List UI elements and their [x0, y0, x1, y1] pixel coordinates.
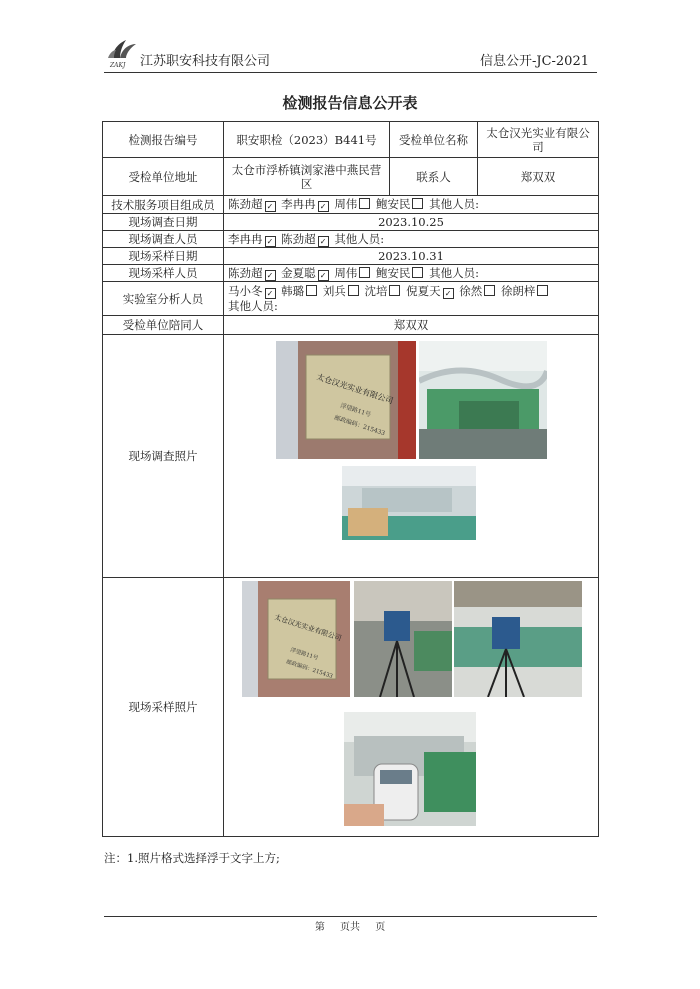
table-row [103, 214, 599, 231]
checked-box-icon: ✓ [265, 236, 276, 247]
table-row [103, 282, 599, 316]
company-logo-icon [104, 36, 144, 70]
other-staff-label: 其他人员: [429, 197, 479, 211]
tech-members-list [224, 196, 599, 214]
inspected-unit-name: 太仓汉光实业有限公司 [478, 122, 599, 158]
plaque-company-text: 太仓汉光实业有限公司 [273, 613, 343, 643]
sample-staff-list [224, 265, 599, 282]
member-name: 李冉冉 [281, 197, 316, 211]
checked-box-icon: ✓ [318, 270, 329, 281]
company-name: 江苏职安科技有限公司 [140, 54, 271, 69]
plaque-postcode-text: 邮政编码：215433 [285, 659, 334, 680]
table-row [103, 158, 599, 196]
member-name: 刘兵 [322, 284, 346, 298]
empty-box-icon [412, 198, 423, 209]
report-number: 职安职检（2023）B441号 [224, 122, 390, 158]
table-row [103, 231, 599, 248]
member-name: 徐然 [459, 284, 483, 298]
field-label: 检测报告编号 [103, 122, 224, 158]
checked-box-icon: ✓ [265, 270, 276, 281]
plaque-address-text: 浮望路11号 [289, 647, 319, 662]
report-info-table [102, 121, 599, 837]
empty-box-icon [359, 267, 370, 278]
field-label: 联系人 [390, 158, 478, 196]
checked-box-icon: ✓ [265, 288, 276, 299]
member-name: 陈劲超 [228, 265, 263, 280]
field-label: 技术服务项目组成员 [103, 196, 224, 214]
table-row [103, 122, 599, 158]
lab-staff-list [224, 282, 599, 316]
checked-box-icon: ✓ [318, 201, 329, 212]
survey-photos-cell [224, 335, 599, 578]
member-name: 周伟 [334, 265, 358, 280]
footnote: 注：1.照片格式选择浮于文字上方; [104, 851, 280, 865]
survey-photo-storage [342, 466, 476, 540]
empty-box-icon [537, 285, 548, 296]
sample-photo-meter [344, 712, 476, 826]
member-name: 徐朗梓 [500, 284, 536, 298]
member-name: 鲍安民 [375, 265, 411, 280]
document-code: 信息公开-JC-2021 [479, 54, 589, 69]
empty-box-icon [412, 267, 423, 278]
survey-photo-plaque [276, 341, 416, 459]
checked-box-icon: ✓ [443, 288, 454, 299]
member-name: 金夏聪 [281, 265, 316, 280]
checked-box-icon: ✓ [265, 201, 276, 212]
contact-person: 郑双双 [478, 158, 599, 196]
field-label: 受检单位陪同人 [103, 316, 224, 335]
footer-total-label: 页共 [340, 922, 360, 933]
page-header [104, 36, 597, 73]
survey-staff-list [224, 231, 599, 248]
sample-photo-sampler-2 [454, 581, 582, 697]
field-label: 现场采样照片 [103, 578, 224, 837]
table-row [103, 248, 599, 265]
sample-date: 2023.10.31 [224, 248, 599, 265]
member-name: 韩璐 [281, 284, 305, 298]
member-name: 鲍安民 [375, 197, 411, 211]
plaque-address-text: 浮望路11号 [339, 402, 372, 419]
table-row [103, 316, 599, 335]
table-row [103, 335, 599, 578]
page-title: 检测报告信息公开表 [282, 94, 418, 112]
checked-box-icon: ✓ [318, 236, 329, 247]
member-name: 周伟 [334, 197, 358, 211]
empty-box-icon [348, 285, 359, 296]
field-label: 受检单位地址 [103, 158, 224, 196]
table-row [103, 196, 599, 214]
member-name: 陈劲超 [228, 197, 263, 211]
field-label: 现场调查人员 [103, 231, 224, 248]
member-name: 沈培 [364, 284, 388, 298]
other-staff-label: 其他人员: [228, 299, 278, 313]
footer-page-label: 第 [314, 922, 325, 933]
escort-person: 郑双双 [224, 316, 599, 335]
plaque-postcode-text: 邮政编码：215433 [333, 414, 386, 438]
field-label: 受检单位名称 [390, 122, 478, 158]
sample-photos-cell [224, 578, 599, 837]
footer-divider [104, 916, 597, 917]
other-staff-label: 其他人员: [334, 231, 385, 246]
plaque-company-text: 太仓汉光实业有限公司 [315, 372, 395, 406]
empty-box-icon [359, 198, 370, 209]
member-name: 陈劲超 [281, 231, 316, 246]
page-footer [0, 918, 700, 933]
survey-photo-workshop [419, 341, 547, 459]
field-label: 现场调查日期 [103, 214, 224, 231]
sample-photo-sampler-1 [354, 581, 452, 697]
footer-end-label: 页 [375, 922, 386, 933]
field-label: 现场调查照片 [103, 335, 224, 578]
logo-text: ZAKJ [110, 62, 126, 69]
sample-photo-plaque [242, 581, 350, 697]
table-row [103, 265, 599, 282]
empty-box-icon [306, 285, 317, 296]
field-label: 实验室分析人员 [103, 282, 224, 316]
table-row [103, 578, 599, 837]
survey-date: 2023.10.25 [224, 214, 599, 231]
empty-box-icon [484, 285, 495, 296]
unit-address: 太仓市浮桥镇浏家港中燕民营区 [224, 158, 390, 196]
field-label: 现场采样人员 [103, 265, 224, 282]
member-name: 马小冬 [228, 284, 263, 298]
other-staff-label: 其他人员: [429, 265, 479, 280]
field-label: 现场采样日期 [103, 248, 224, 265]
member-name: 倪夏天 [406, 284, 441, 298]
empty-box-icon [389, 285, 400, 296]
member-name: 李冉冉 [228, 231, 263, 246]
